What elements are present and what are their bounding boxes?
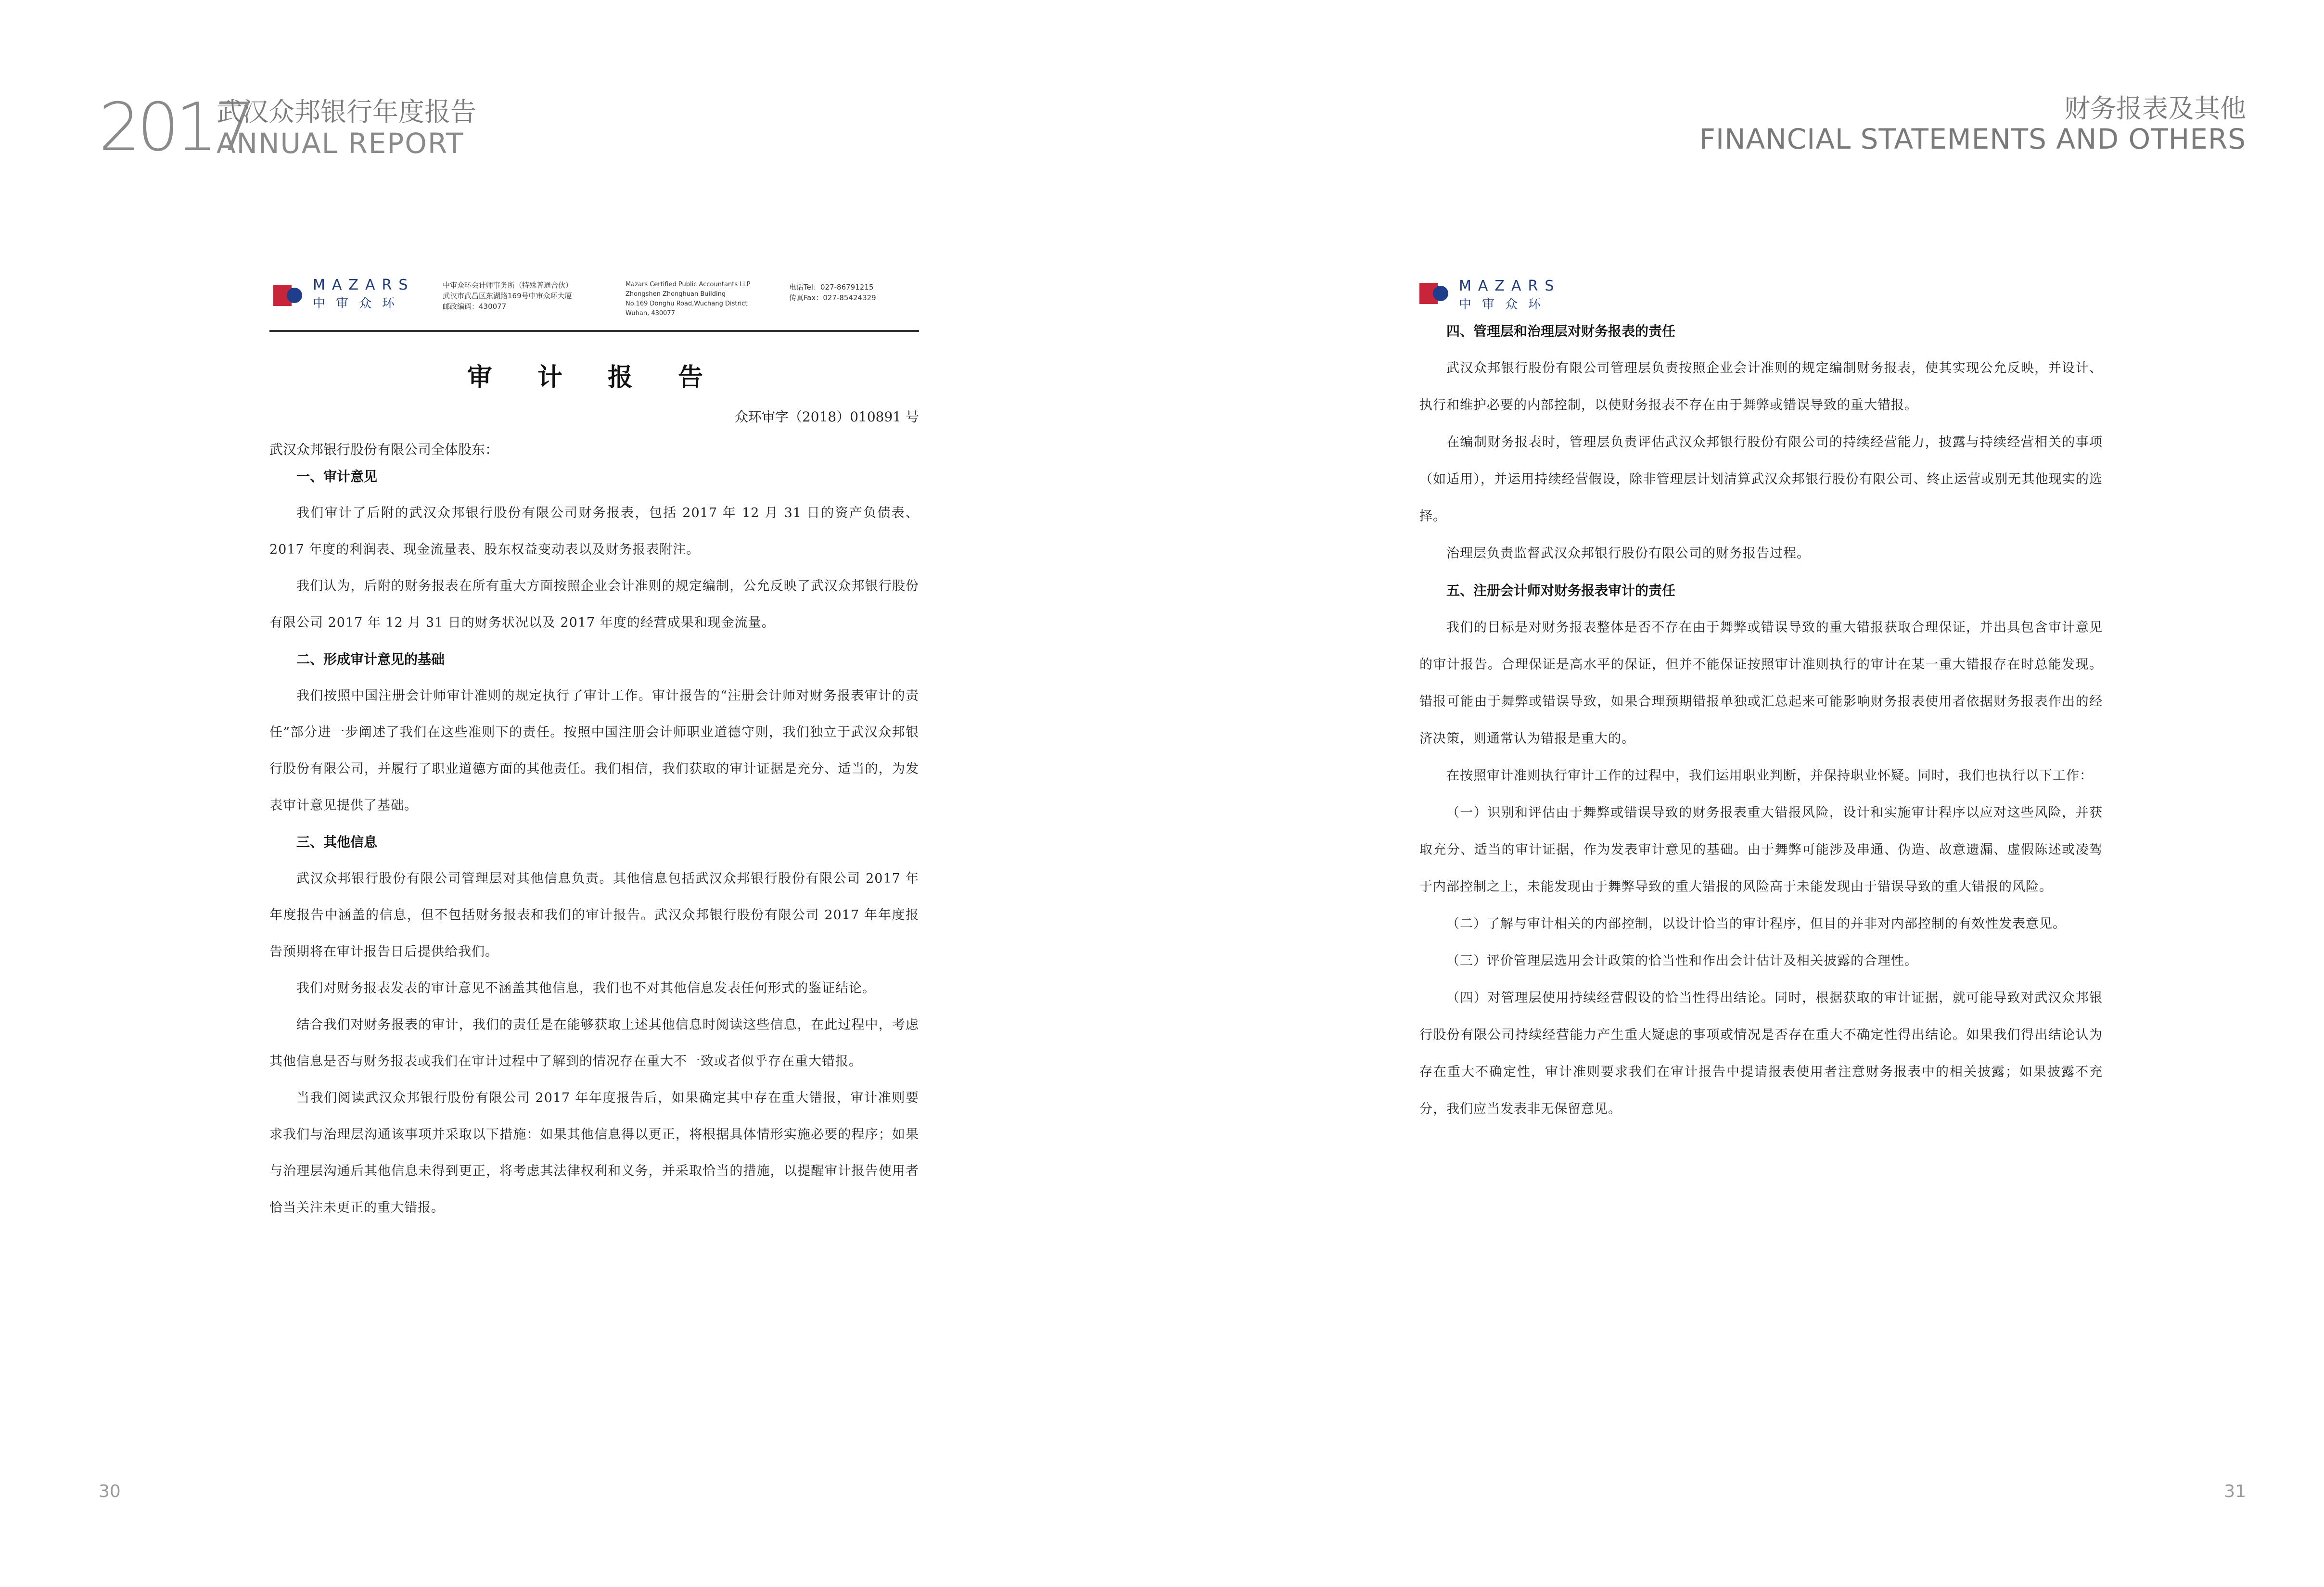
en-address-line: Mazars Certified Public Accountants LLP bbox=[626, 281, 751, 288]
section-heading: 一、审计意见 bbox=[296, 469, 378, 484]
section-title-cn: 财务报表及其他 bbox=[2064, 93, 2246, 124]
brand-en: MAZARS bbox=[1459, 278, 1561, 294]
paragraph: 结合我们对财务报表的审计，我们的责任是在能够获取上述其他信息时阅读这些信息，在此过程中，考虑其他信息是否与财务报表或我们在审计过程中了解到的情况存在重大不一致或者似乎存在重大错报。 bbox=[269, 1017, 919, 1069]
phone: 电话Tel：027-86791215 bbox=[789, 283, 874, 292]
audit-report-page-2 bbox=[1419, 274, 2103, 1323]
addressee: 武汉众邦银行股份有限公司全体股东： bbox=[269, 442, 499, 457]
paragraph: 武汉众邦银行股份有限公司管理层负责按照企业会计准则的规定编制财务报表，使其实现公允反映，并设计、执行和维护必要的内部控制，以使财务报表不存在由于舞弊或错误导致的重大错报。 bbox=[1419, 361, 2103, 413]
section-heading: 二、形成审计意见的基础 bbox=[296, 651, 445, 667]
paragraph: 我们对财务报表发表的审计意见不涵盖其他信息，我们也不对其他信息发表任何形式的鉴证结论。 bbox=[296, 981, 876, 996]
en-address-line: Zhongshen Zhonghuan Building bbox=[626, 291, 726, 298]
paragraph: 在按照审计准则执行审计工作的过程中，我们运用职业判断，并保持职业怀疑。同时，我们也执行以下工作： bbox=[1446, 768, 2093, 783]
contact-info bbox=[789, 282, 876, 303]
letterhead-divider bbox=[269, 330, 919, 332]
cn-address-line: 中审众环会计师事务所（特殊普通合伙） bbox=[443, 281, 573, 290]
paragraph: 在编制财务报表时，管理层负责评估武汉众邦银行股份有限公司的持续经营能力，披露与持续经营相关的事项（如适用），并运用持续经营假设，除非管理层计划清算武汉众邦银行股份有限公司、终止运营或别无其他现实的选择。 bbox=[1419, 435, 2103, 524]
section-heading: 五、注册会计师对财务报表审计的责任 bbox=[1446, 583, 1676, 598]
reference-number: 众环审字（2018）010891 号 bbox=[734, 409, 919, 425]
section-header bbox=[1699, 94, 2246, 154]
paragraph: （四）对管理层使用持续经营假设的恰当性得出结论。同时，根据获取的审计证据，就可能导致对武汉众邦银行股份有限公司持续经营能力产生重大疑虑的事项或情况是否存在重大不确定性得出结论。如果我们得出结论认为存在重大不确定性，审计准则要求我们在审计报告中提请报表使用者注意财务报表中的相关披露；如果披露不充分，我们应当发表非无保留意见。 bbox=[1419, 990, 2103, 1117]
letterhead-logo bbox=[1419, 274, 2103, 313]
paragraph: 我们认为，后附的财务报表在所有重大方面按照企业会计准则的规定编制，公允反映了武汉众邦银行股份有限公司 2017 年 12 月 31 日的财务状况以及 2017 年度的经营成果和现金流量。 bbox=[269, 579, 919, 630]
en-address bbox=[626, 280, 751, 318]
report-title-cn: 武汉众邦银行年度报告 bbox=[217, 97, 476, 127]
page-number-left: 30 bbox=[99, 1482, 121, 1501]
paragraph: （三）评价管理层选用会计政策的恰当性和作出会计估计及相关披露的合理性。 bbox=[1446, 953, 1918, 968]
report-year: 2017 bbox=[99, 89, 253, 166]
cn-address-line: 邮政编码：430077 bbox=[443, 302, 507, 311]
fax: 传真Fax：027-85424329 bbox=[789, 293, 876, 302]
paragraph: 当我们阅读武汉众邦银行股份有限公司 2017 年年度报告后，如果确定其中存在重大错报，审计准则要求我们与治理层沟通该事项并采取以下措施：如果其他信息得以更正，将根据具体情形实施必要的程序；如果与治理层沟通后其他信息未得到更正，将考虑其法律权利和义务，并采取恰当的措施，以提醒审计报告使用者恰当关注未更正的重大错报。 bbox=[269, 1091, 919, 1215]
mazars-logo-icon bbox=[273, 285, 303, 306]
brand-en: MAZARS bbox=[313, 277, 415, 293]
paragraph: 我们按照中国注册会计师审计准则的规定执行了审计工作。审计报告的“注册会计师对财务报表审计的责任”部分进一步阐述了我们在这些准则下的责任。按照中国注册会计师职业道德守则，我们独立于武汉众邦银行股份有限公司，并履行了职业道德方面的其他责任。我们相信，我们获取的审计证据是充分、适当的，为发表审计意见提供了基础。 bbox=[269, 688, 919, 813]
paragraph: 我们的目标是对财务报表整体是否不存在由于舞弊或错误导致的重大错报获取合理保证，并出具包含审计意见的审计报告。合理保证是高水平的保证，但并不能保证按照审计准则执行的审计在某一重大错报存在时总能发现。错报可能由于舞弊或错误导致，如果合理预期错报单独或汇总起来可能影响财务报表使用者依据财务报表作出的经济决策，则通常认为错报是重大的。 bbox=[1419, 620, 2103, 746]
paragraph: 我们审计了后附的武汉众邦银行股份有限公司财务报表，包括 2017 年 12 月 31 日的资产负债表、2017 年度的利润表、现金流量表、股东权益变动表以及财务报表附注。 bbox=[269, 506, 919, 557]
document-title: 审 计 报 告 bbox=[467, 363, 722, 392]
section-heading: 三、其他信息 bbox=[296, 834, 378, 850]
audit-report-page-1 bbox=[269, 274, 919, 1323]
brand-name bbox=[1459, 279, 1560, 311]
en-address-line: No.169 Donghu Road,Wuchang District bbox=[626, 300, 748, 307]
paragraph: 武汉众邦银行股份有限公司管理层对其他信息负责。其他信息包括武汉众邦银行股份有限公司 2017 年年度报告中涵盖的信息，但不包括财务报表和我们的审计报告。武汉众邦银行股份有限公司 2017 年年度报告预期将在审计报告日后提供给我们。 bbox=[269, 871, 919, 959]
paragraph: 治理层负责监督武汉众邦银行股份有限公司的财务报告过程。 bbox=[1446, 546, 1810, 561]
brand-name bbox=[313, 278, 414, 310]
section-heading: 四、管理层和治理层对财务报表的责任 bbox=[1446, 323, 1676, 339]
letterhead bbox=[269, 274, 919, 327]
section-title-en: FINANCIAL STATEMENTS AND OTHERS bbox=[1699, 123, 2246, 155]
cn-address-line: 武汉市武昌区东湖路169号中审众环大厦 bbox=[443, 292, 572, 300]
en-address-line: Wuhan, 430077 bbox=[626, 310, 675, 317]
page-number-right: 31 bbox=[2224, 1482, 2246, 1501]
cn-address bbox=[443, 280, 573, 312]
report-title-en: ANNUAL REPORT bbox=[217, 127, 464, 160]
brand-cn: 中审众环 bbox=[1459, 297, 1552, 312]
paragraph: （二）了解与审计相关的内部控制，以设计恰当的审计程序，但目的并非对内部控制的有效性发表意见。 bbox=[1446, 916, 2066, 931]
paragraph: （一）识别和评估由于舞弊或错误导致的财务报表重大错报风险，设计和实施审计程序以应对这些风险，并获取充分、适当的审计证据，作为发表审计意见的基础。由于舞弊可能涉及串通、伪造、故意遗漏、虚假陈述或凌驾于内部控制之上，未能发现由于舞弊导致的重大错报的风险高于未能发现由于错误导致的重大错报的风险。 bbox=[1419, 805, 2103, 894]
mazars-logo-icon bbox=[1419, 283, 1449, 304]
brand-cn: 中审众环 bbox=[313, 296, 406, 311]
